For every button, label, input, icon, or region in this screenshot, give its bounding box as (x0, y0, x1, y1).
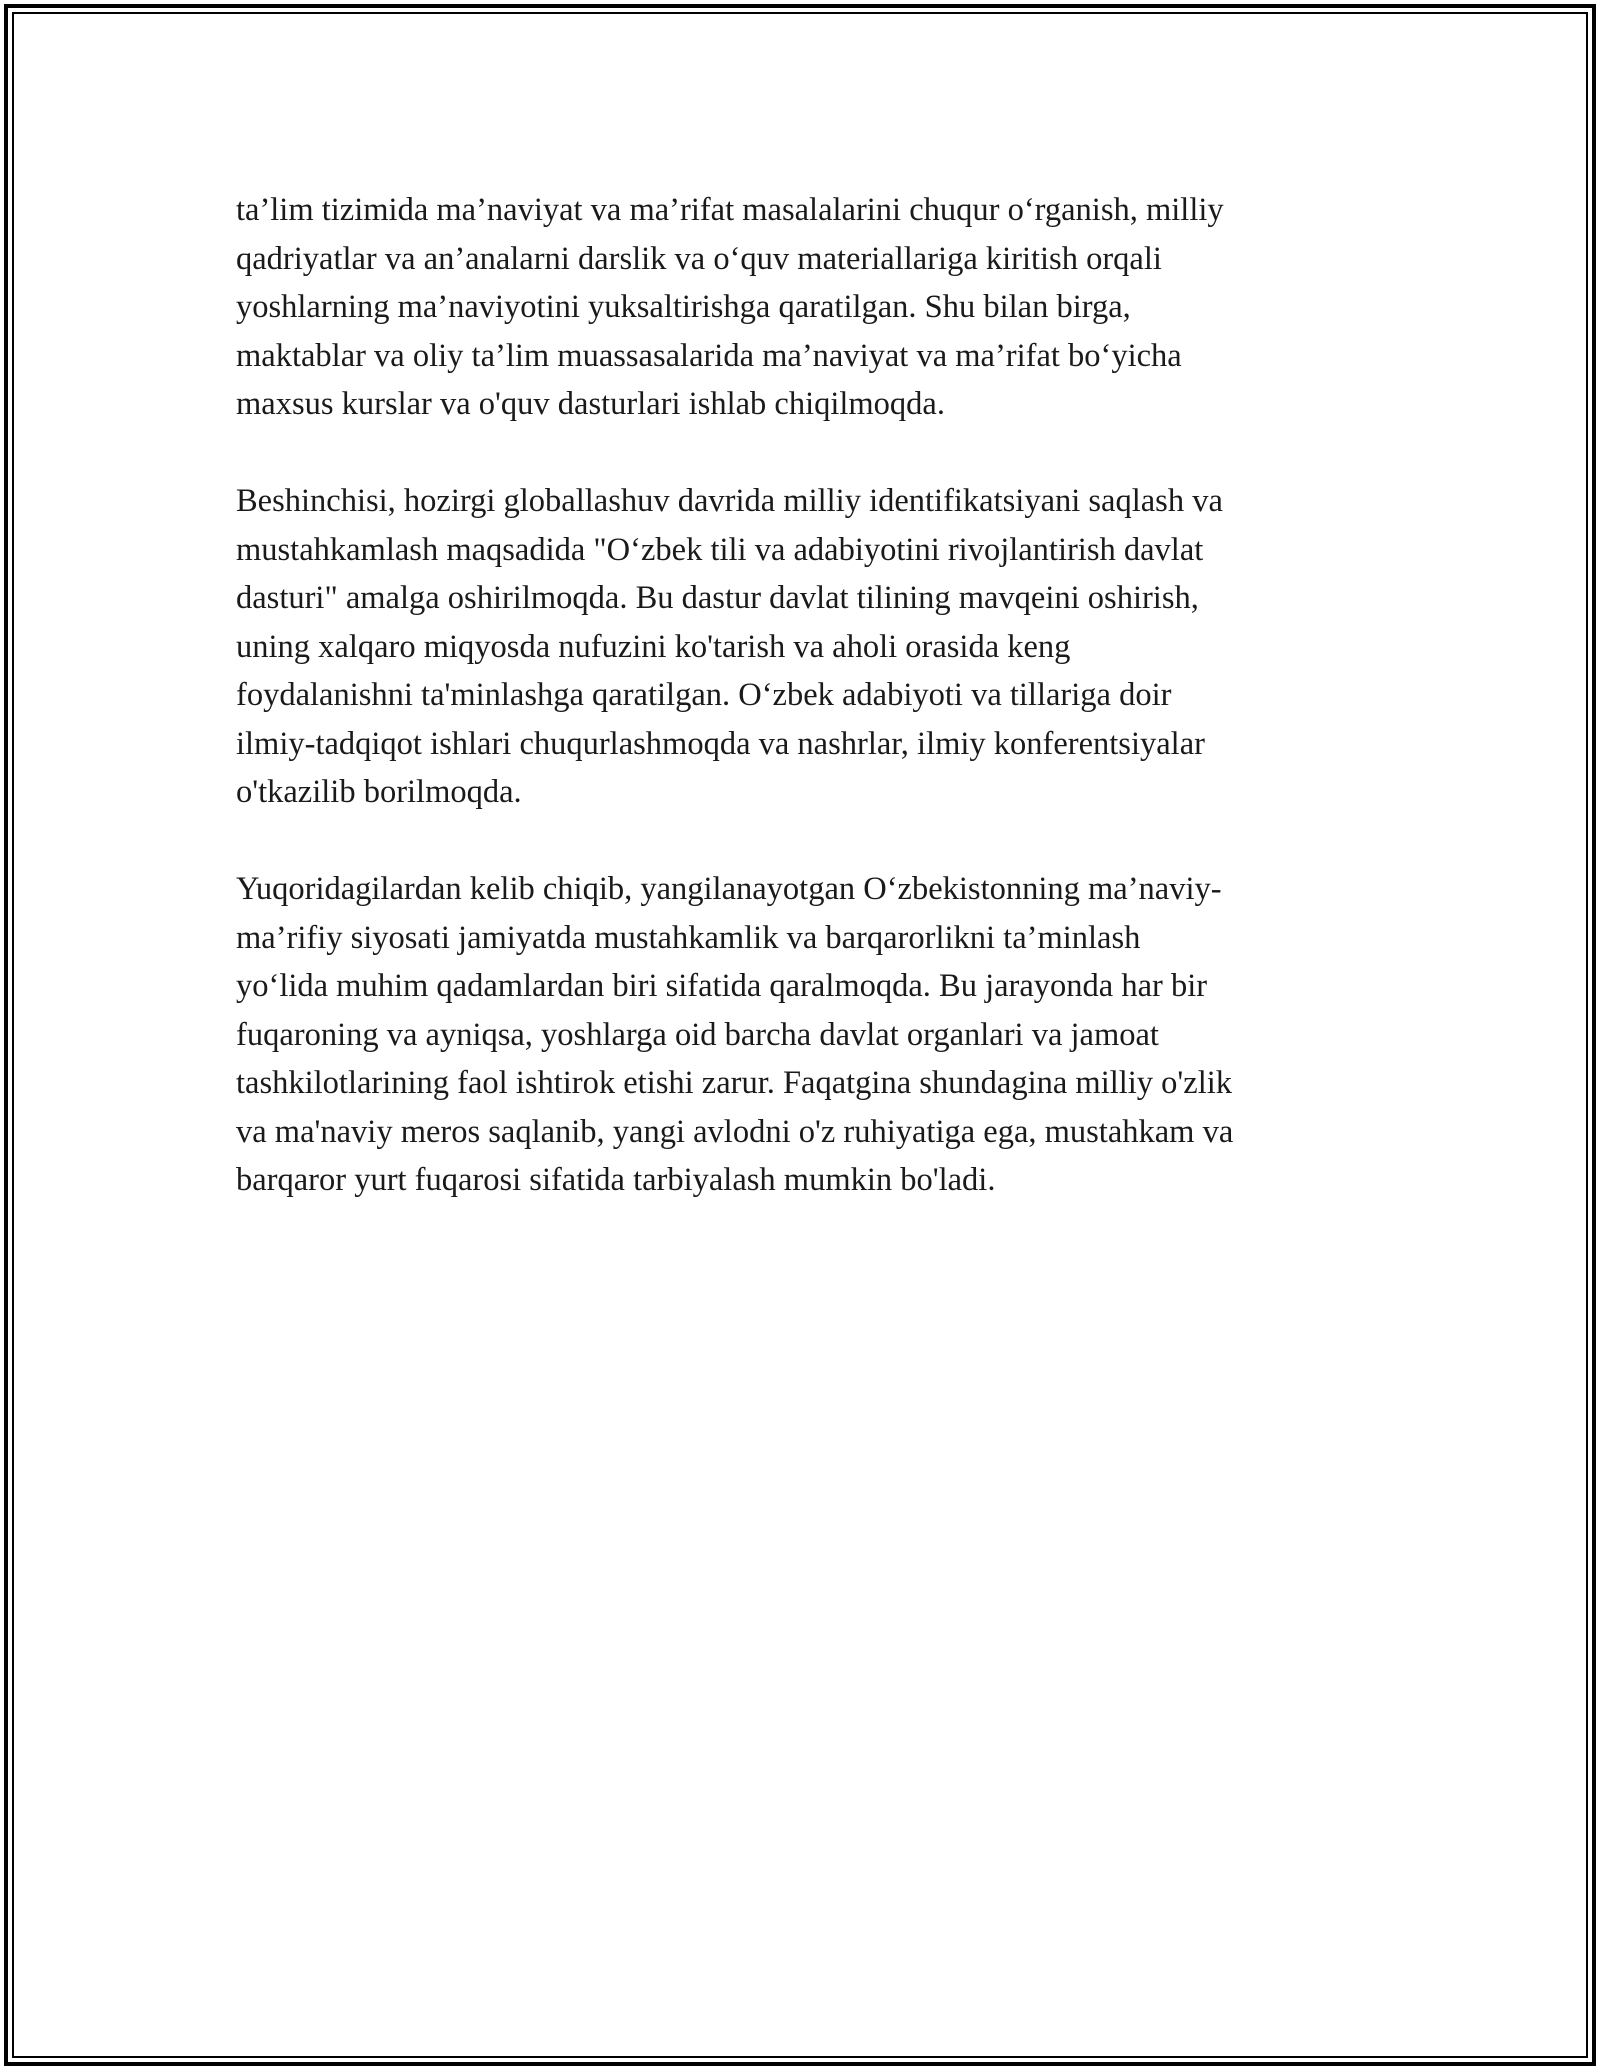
paragraph-line: ta’lim tizimida ma’naviyat va ma’rifat masalalarini chuqur o‘rganish, milliy (236, 192, 1224, 228)
paragraph-line: yo‘lida muhim qadamlardan biri sifatida qaralmoqda. Bu jarayonda har bir (236, 968, 1208, 1004)
page-content (236, 186, 1366, 1253)
paragraph-line: yoshlarning ma’naviyotini yuksaltirishga qaratilgan. Shu bilan birga, (236, 289, 1131, 325)
paragraph-line: tashkilotlarining faol ishtirok etishi zarur. Faqatgina shundagina milliy o'zlik (236, 1065, 1233, 1101)
paragraph-line: uning xalqaro miqyosda nufuzini ko'tarish va aholi orasida keng (236, 628, 1071, 665)
paragraph-line: maktablar va oliy ta’lim muassasalarida ma’naviyat va ma’rifat bo‘yicha (236, 337, 1182, 374)
paragraph-line: ma’rifiy siyosati jamiyatda mustahkamlik va barqarorlikni ta’minlash (236, 919, 1141, 956)
paragraph-line: va ma'naviy meros saqlanib, yangi avlodni o'z ruhiyatiga ega, mustahkam va (236, 1113, 1234, 1150)
paragraph-line: mustahkamlash maqsadida "O‘zbek tili va adabiyotini rivojlantirish davlat (236, 531, 1204, 568)
paragraph-2 (236, 477, 1366, 817)
paragraph-line: qadriyatlar va an’analarni darslik va o‘quv materiallariga kiritish orqali (236, 240, 1162, 277)
paragraph-line: maxsus kurslar va o'quv dasturlari ishlab chiqilmoqda. (236, 386, 945, 422)
paragraph-line: ilmiy-tadqiqot ishlari chuqurlashmoqda va nashrlar, ilmiy konferentsiyalar (236, 725, 1205, 762)
paragraph-line: foydalanishni ta'minlashga qaratilgan. O‘zbek adabiyoti va tillariga doir (236, 677, 1172, 713)
paragraph-line: fuqaroning va ayniqsa, yoshlarga oid barcha davlat organlari va jamoat (236, 1016, 1159, 1053)
paragraph-line: Yuqoridagilardan kelib chiqib, yangilanayotgan O‘zbekistonning ma’naviy- (236, 871, 1222, 907)
paragraph-1 (236, 186, 1366, 429)
paragraph-3 (236, 865, 1366, 1205)
paragraph-line: dasturi" amalga oshirilmoqda. Bu dastur davlat tilining mavqeini oshirish, (236, 580, 1199, 616)
paragraph-line: Beshinchisi, hozirgi globallashuv davrida milliy identifikatsiyani saqlash va (236, 483, 1223, 519)
paragraph-line: barqaror yurt fuqarosi sifatida tarbiyalash mumkin bo'ladi. (236, 1162, 996, 1198)
paragraph-line: o'tkazilib borilmoqda. (236, 774, 522, 810)
